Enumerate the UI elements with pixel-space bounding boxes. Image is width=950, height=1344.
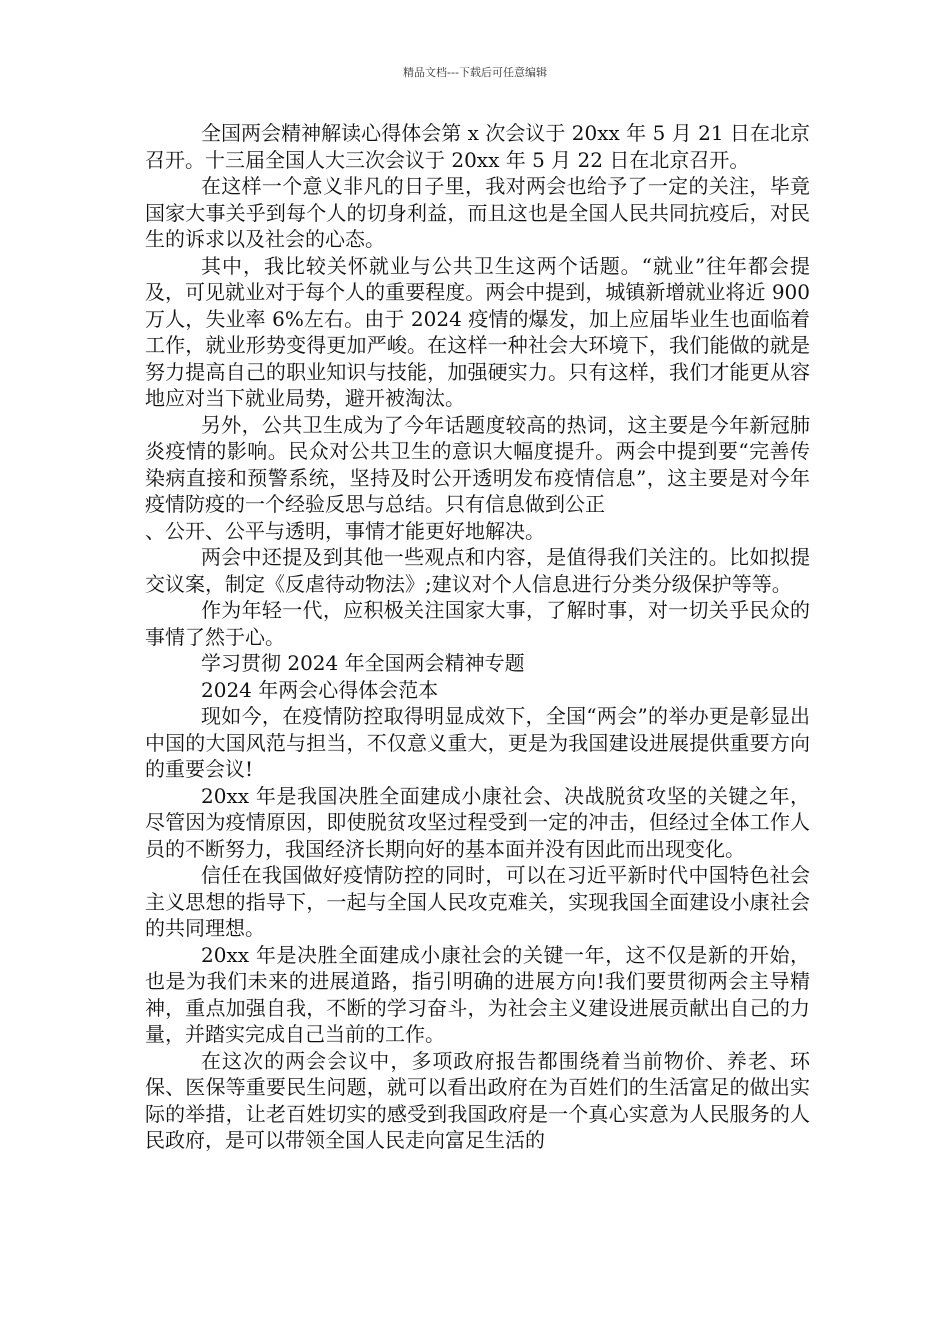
paragraph-nowadays: 现如今，在疫情防控取得明显成效下，全国“两会”的举办更是彰显出中国的大国风范与担当，不仅意义重大，更是为我国建设进展提供重要方向的重要会议! — [145, 704, 810, 781]
paragraph-livelihood: 在这次的两会会议中，多项政府报告都围绕着当前物价、养老、环保、医保等重要民生问题，就可以看出政府在为百姓们的生活富足的做出实际的举措，让老百姓切实的感受到我国政府是一个真心实意为人民服务的人民政府，是可以带领全国人民走向富足生活的 — [145, 1048, 810, 1152]
paragraph-continuation: 、公开、公平与透明，事情才能更好地解决。 — [145, 518, 545, 543]
paragraph-attention: 在这样一个意义非凡的日子里，我对两会也给予了一定的关注，毕竟国家大事关乎到每个人的切身利益，而且这也是全国人民共同抗疫后，对民生的诉求以及社会的心态。 — [145, 174, 810, 251]
paragraph-intro: 全国两会精神解读心得体会第 x 次会议于 20xx 年 5 月 21 日在北京召开。十三届全国人大三次会议于 20xx 年 5 月 22 日在北京召开。 — [145, 121, 810, 172]
section-title: 学习贯彻 2024 年全国两会精神专题 — [201, 651, 525, 675]
paragraph-trust: 信任在我国做好疫情防控的同时，可以在习近平新时代中国特色社会主义思想的指导下，一起与全国人民攻克难关，实现我国全面建设小康社会的共同理想。 — [145, 863, 810, 940]
paragraph-employment: 其中，我比较关怀就业与公共卫生这两个话题。“就业”往年都会提及，可见就业对于每个人的重要程度。两会中提到，城镇新增就业将近 900 万人，失业率 6%左右。由于 2024 疫情的爆发，加上应届毕业生也面临着工作，就业形势变得更加严峻。在这样一种社会大环境下，我们能做的就是努力提高自己的职业知识与技能，加强硬实力。只有这样，我们才能更从容地应对当下就业局势，避开被淘汰。 — [145, 253, 810, 410]
paragraph-other-topics: 两会中还提及到其他一些观点和内容，是值得我们关注的。比如拟提交议案，制定《反虐待动物法》;建议对个人信息进行分类分级保护等等。 — [145, 545, 810, 596]
paragraph-key-year: 20xx 年是决胜全面建成小康社会的关键一年，这不仅是新的开始，也是为我们未来的进展道路，指引明确的进展方向!我们要贯彻两会主导精神，重点加强自我，不断的学习奋斗，为社会主义建设进展贡献出自己的力量，并踏实完成自己当前的工作。 — [145, 942, 810, 1046]
section-subtitle: 2024 年两会心得体会范本 — [201, 677, 439, 702]
paragraph-public-health: 另外，公共卫生成为了今年话题度较高的热词，这主要是今年新冠肺炎疫情的影响。民众对公共卫生的意识大幅度提升。两会中提到要“完善传染病直接和预警系统，坚持及时公开透明发布疫情信息”，这主要是对今年疫情防疫的一个经验反思与总结。只有信息做到公正 — [145, 412, 810, 516]
paragraph-young-generation: 作为年轻一代，应积极关注国家大事，了解时事，对一切关乎民众的事情了然于心。 — [145, 598, 810, 649]
document-body — [145, 120, 810, 1154]
page-header: 精品文档---下载后可任意编辑 — [403, 66, 547, 79]
paragraph-poverty: 20xx 年是我国决胜全面建成小康社会、决战脱贫攻坚的关键之年，尽管因为疫情原因，即使脱贫攻坚过程受到一定的冲击，但经过全体工作人员的不断努力，我国经济长期向好的基本面并没有因此而出现变化。 — [145, 783, 810, 861]
